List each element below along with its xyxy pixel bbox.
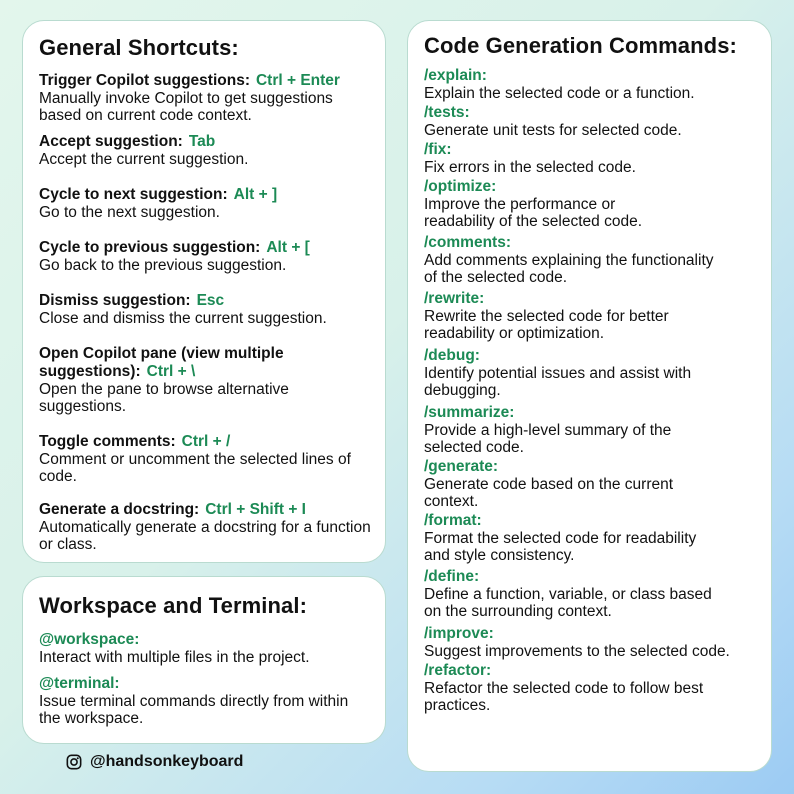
command-desc: Fix errors in the selected code. — [424, 159, 636, 176]
command-item — [424, 625, 759, 660]
shortcut-label: Toggle comments: — [39, 433, 176, 450]
shortcut-desc: Accept the current suggestion. — [39, 151, 249, 168]
workspace-terminal-card — [22, 576, 386, 744]
command-item — [424, 178, 759, 230]
command-desc: Rewrite the selected code for better readability or optimization. — [424, 308, 669, 342]
command-name: @terminal: — [39, 675, 120, 692]
shortcut-desc: Close and dismiss the current suggestion. — [39, 310, 327, 327]
command-item — [424, 234, 759, 286]
command-item — [424, 141, 759, 176]
command-desc: Identify potential issues and assist with debugging. — [424, 365, 692, 399]
instagram-icon — [66, 754, 82, 770]
shortcut-desc: Comment or uncomment the selected lines of code. — [39, 451, 351, 485]
code-generation-card — [407, 20, 772, 772]
command-item — [424, 347, 759, 399]
shortcut-item — [39, 292, 371, 327]
command-item — [39, 631, 371, 666]
shortcut-desc: Go back to the previous suggestion. — [39, 257, 287, 274]
shortcut-item — [39, 345, 371, 415]
shortcut-label: Cycle to previous suggestion: — [39, 239, 261, 256]
shortcut-key: Ctrl + / — [181, 433, 231, 450]
command-name: /rewrite: — [424, 290, 485, 307]
shortcut-key: Ctrl + \ — [146, 363, 196, 380]
code-generation-title: Code Generation Commands: — [424, 33, 737, 58]
command-desc: Issue terminal commands directly from within the workspace. — [39, 693, 349, 727]
command-item — [424, 568, 759, 620]
command-desc: Add comments explaining the functionality of the selected code. — [424, 252, 714, 286]
command-name: /tests: — [424, 104, 470, 121]
shortcut-label: Accept suggestion: — [39, 133, 183, 150]
command-item — [424, 404, 759, 456]
command-desc: Refactor the selected code to follow best practices. — [424, 680, 704, 714]
command-item — [424, 662, 759, 714]
shortcut-desc: Manually invoke Copilot to get suggestions based on current code context. — [39, 90, 333, 124]
shortcut-label: Dismiss suggestion: — [39, 292, 191, 309]
shortcut-item — [39, 239, 371, 274]
handle-text: @handsonkeyboard — [90, 753, 244, 770]
command-name: /comments: — [424, 234, 511, 251]
general-shortcuts-title: General Shortcuts: — [39, 35, 239, 60]
command-desc: Interact with multiple files in the project. — [39, 649, 310, 666]
workspace-title: Workspace and Terminal: — [39, 593, 308, 618]
command-name: /optimize: — [424, 178, 497, 195]
shortcut-item — [39, 501, 371, 553]
command-name: /refactor: — [424, 662, 492, 679]
command-name: /fix: — [424, 141, 452, 158]
shortcut-desc: Automatically generate a docstring for a function or class. — [39, 519, 371, 553]
command-name: /format: — [424, 512, 482, 529]
command-desc: Provide a high-level summary of the selected code. — [424, 422, 672, 456]
command-item — [39, 675, 371, 727]
shortcut-item — [39, 72, 371, 124]
shortcut-key: Ctrl + Enter — [255, 72, 340, 89]
shortcut-label: Generate a docstring: — [39, 501, 200, 518]
command-item — [424, 458, 759, 510]
shortcut-item — [39, 133, 371, 168]
shortcut-item — [39, 186, 371, 221]
shortcut-key: Alt + ] — [233, 186, 278, 203]
shortcut-label: Open Copilot pane (view multiple suggestions): — [39, 345, 284, 380]
shortcut-desc: Open the pane to browse alternative suggestions. — [39, 381, 289, 415]
command-desc: Generate code based on the current context. — [424, 476, 674, 510]
command-name: /improve: — [424, 625, 494, 642]
command-item — [424, 512, 759, 564]
command-item — [424, 290, 759, 342]
command-desc: Generate unit tests for selected code. — [424, 122, 682, 139]
shortcut-key: Tab — [188, 133, 216, 150]
command-desc: Format the selected code for readability and style consistency. — [424, 530, 697, 564]
command-desc: Improve the performance or readability of the selected code. — [424, 196, 642, 230]
command-item — [424, 104, 759, 139]
command-name: /summarize: — [424, 404, 515, 421]
shortcut-key: Alt + [ — [266, 239, 310, 256]
command-name: /define: — [424, 568, 480, 585]
command-desc: Suggest improvements to the selected code. — [424, 643, 730, 660]
shortcut-desc: Go to the next suggestion. — [39, 204, 220, 221]
shortcut-item — [39, 433, 371, 485]
shortcut-label: Trigger Copilot suggestions: — [39, 72, 250, 89]
social-handle[interactable] — [66, 753, 243, 771]
shortcut-key: Esc — [196, 292, 225, 309]
command-desc: Define a function, variable, or class based on the surrounding context. — [424, 586, 712, 620]
command-item — [424, 67, 759, 102]
shortcut-label: Cycle to next suggestion: — [39, 186, 228, 203]
command-name: @workspace: — [39, 631, 140, 648]
command-name: /generate: — [424, 458, 499, 475]
shortcut-key: Ctrl + Shift + I — [205, 501, 306, 518]
command-name: /debug: — [424, 347, 480, 364]
command-name: /explain: — [424, 67, 487, 84]
command-desc: Explain the selected code or a function. — [424, 85, 695, 102]
general-shortcuts-card — [22, 20, 386, 563]
